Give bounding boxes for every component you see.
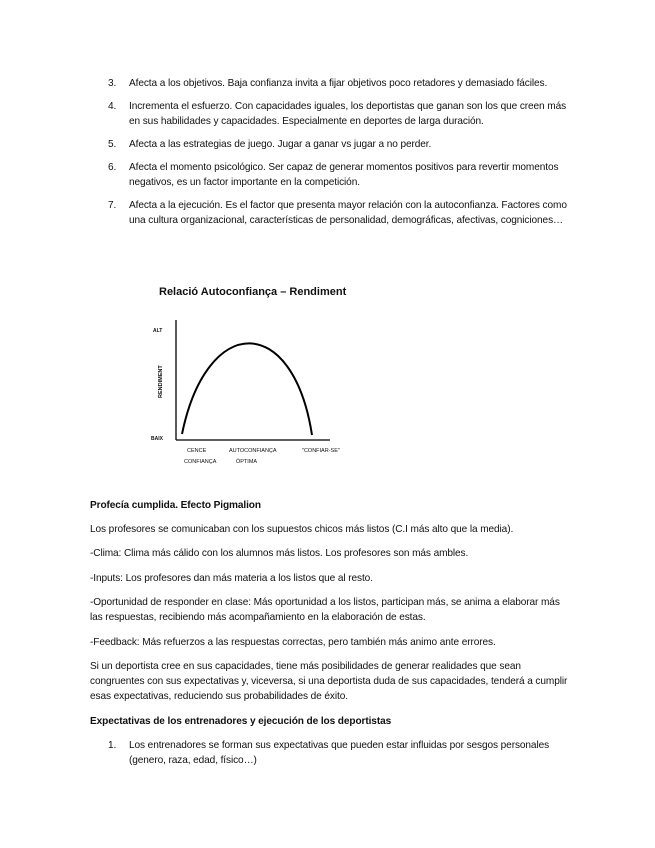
section-heading-coach-expectations: Expectativas de los entrenadores y ejecución de los deportistas [90,716,392,727]
performance-curve [182,343,312,435]
list-item-text: Afecta a las estrategias de juego. Jugar a ganar vs jugar a no perder. [129,139,432,150]
list-item [108,198,578,228]
list-item-text: Afecta el momento psicológico. Ser capaz de generar momentos positivos para revertir momentos negativos, es un factor importante en la competición. [129,162,559,188]
x-mid-label-line2: ÒPTIMA [236,459,258,465]
list-item [108,76,578,91]
paragraph: -Clima: Clima más cálido con los alumnos más listos. Los profesores son más ambles. [90,548,469,559]
y-low-label: BAIX [151,436,163,442]
x-mid-label-line1: AUTOCONFIANÇA [229,448,277,454]
x-left-label-line2: CONFIANÇA [184,459,217,465]
list-item-number: 4. [108,101,117,112]
list-item [108,738,578,768]
paragraph: Si un deportista cree en sus capacidades, tiene más posibilidades de generar realidades que sean congruentes con sus expectativas y, viceversa, si una deportista duda de sus capacidades, tenderá a cumplir esas expectativas, reduciendo sus probabilidades de éxito. [90,661,568,702]
paragraph: -Oportunidad de responder en clase: Más oportunidad a los listos, participan más, se anima a elaborar más las respuestas, recibiendo más acompañamiento en la elaboración de estas. [90,597,560,623]
paragraph: -Inputs: Los profesores dan más materia a los listos que al resto. [90,573,373,584]
list-item-text: Incrementa el esfuerzo. Con capacidades iguales, los deportistas que ganan son los que creen más en sus habilidades y capacidades. Especialmente en deportes de larga duración. [129,101,567,127]
list-item-text: Afecta a los objetivos. Baja confianza invita a fijar objetivos poco retadores y demasiado fáciles. [129,78,548,89]
confidence-performance-figure [140,278,360,473]
list-item [108,160,578,190]
paragraph: -Feedback: Más refuerzos a las respuestas correctas, pero también más animo ante errores. [90,637,496,648]
list-item-number: 3. [108,78,117,89]
list-item-text: Los entrenadores se forman sus expectativas que pueden estar influidas por sesgos personales (genero, raza, edad, físico…) [129,740,550,766]
x-left-label-line1: CENCE [187,448,207,454]
list-item-number: 7. [108,200,117,211]
y-axis-label: RENDIMENT [158,365,164,398]
numbered-list-factors [108,76,578,236]
numbered-list-coach-expectations [108,738,578,776]
list-item-number: 1. [108,740,117,751]
list-item [108,99,578,129]
x-right-label: "CONFIAR-SE" [302,448,340,454]
list-item-number: 6. [108,162,117,173]
list-item [108,137,578,152]
figure-title: Relació Autoconfiança – Rendiment [159,286,347,298]
y-high-label: ALT [153,328,163,334]
list-item-text: Afecta a la ejecución. Es el factor que presenta mayor relación con la autoconfianza. Factores como una cultura organizacional, características de personalidad, demográficas, afectivas, cogniciones… [129,200,567,226]
paragraph: Los profesores se comunicaban con los supuestos chicos más listos (C.I más alto que la media). [90,524,514,535]
list-item-number: 5. [108,139,117,150]
section-heading-pygmalion: Profecía cumplida. Efecto Pigmalion [90,500,261,511]
